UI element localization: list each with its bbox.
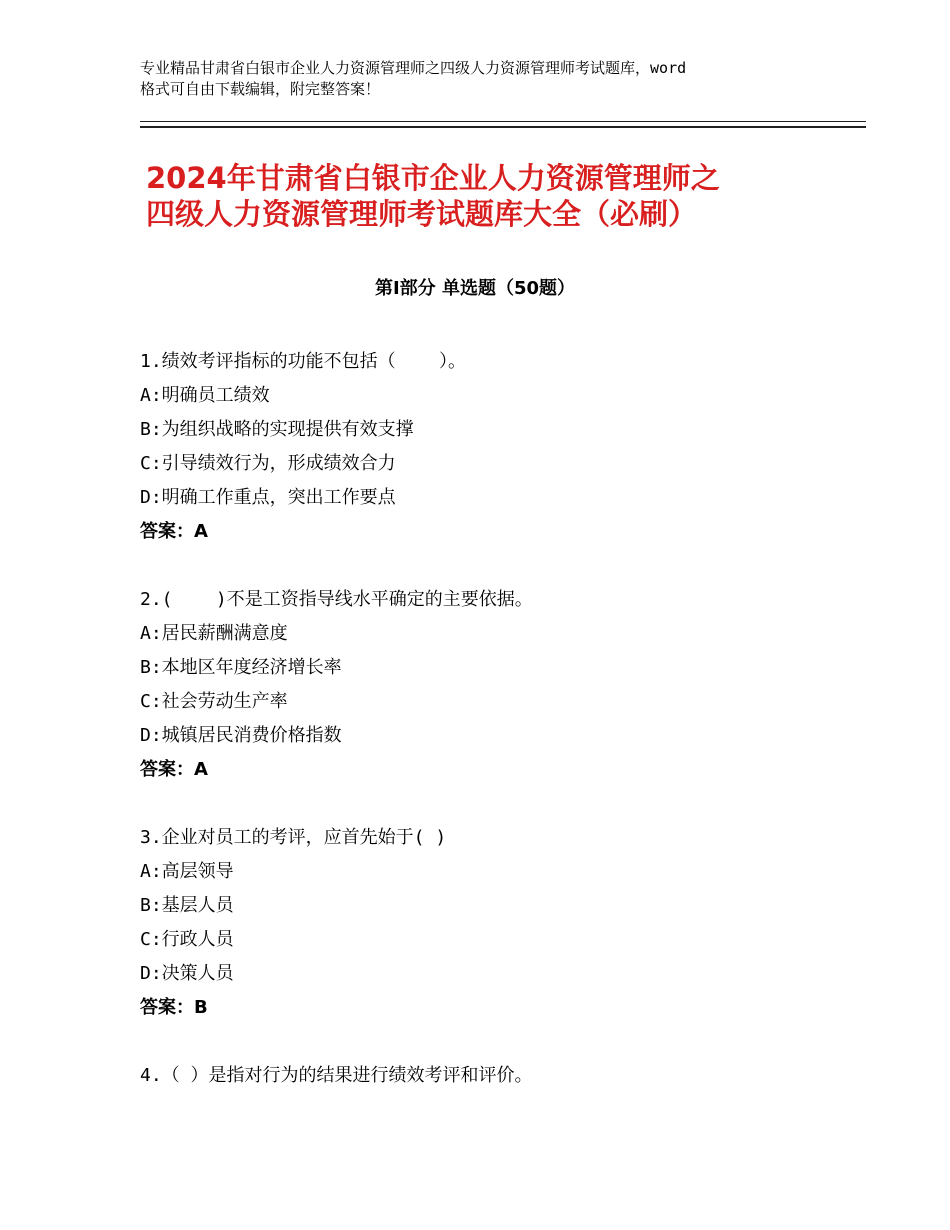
question-stem: 3.企业对员工的考评，应首先始于( ) (140, 827, 447, 848)
answer: 答案：A (140, 759, 208, 780)
question-4 (140, 1059, 840, 1093)
question-3 (140, 821, 840, 1025)
option-c: C:社会劳动生产率 (140, 691, 288, 712)
section-title: 第Ⅰ部分 单选题（50题） (374, 278, 575, 299)
question-2 (140, 583, 840, 787)
option-d: D:明确工作重点，突出工作要点 (140, 487, 396, 508)
option-b: B:为组织战略的实现提供有效支撑 (140, 419, 414, 440)
question-stem: 2.( )不是工资指导线水平确定的主要依据。 (140, 589, 533, 610)
question-1 (140, 345, 840, 549)
option-d: D:决策人员 (140, 963, 234, 984)
document-title-line-1: 2024年甘肃省白银市企业人力资源管理师之 (146, 161, 720, 195)
document-title-line-2: 四级人力资源管理师考试题库大全（必刷） (146, 197, 698, 231)
option-b: B:基层人员 (140, 895, 234, 916)
header-note-line-2: 格式可自由下载编辑，附完整答案！ (140, 80, 381, 98)
answer: 答案：B (140, 997, 208, 1018)
option-a: A:高层领导 (140, 861, 234, 882)
header-divider (140, 121, 866, 128)
question-stem: 4.（ ）是指对行为的结果进行绩效考评和评价。 (140, 1065, 533, 1086)
document-title (146, 160, 846, 232)
option-c: C:行政人员 (140, 929, 234, 950)
option-a: A:明确员工绩效 (140, 385, 270, 406)
answer: 答案：A (140, 521, 208, 542)
option-a: A:居民薪酬满意度 (140, 623, 288, 644)
option-c: C:引导绩效行为，形成绩效合力 (140, 453, 396, 474)
header-note-line-1: 专业精品甘肃省白银市企业人力资源管理师之四级人力资源管理师考试题库，word (140, 59, 687, 77)
option-b: B:本地区年度经济增长率 (140, 657, 342, 678)
question-list (140, 345, 840, 1127)
header-note (140, 58, 830, 100)
option-d: D:城镇居民消费价格指数 (140, 725, 342, 746)
question-stem: 1.绩效考评指标的功能不包括（ ）。 (140, 351, 467, 372)
